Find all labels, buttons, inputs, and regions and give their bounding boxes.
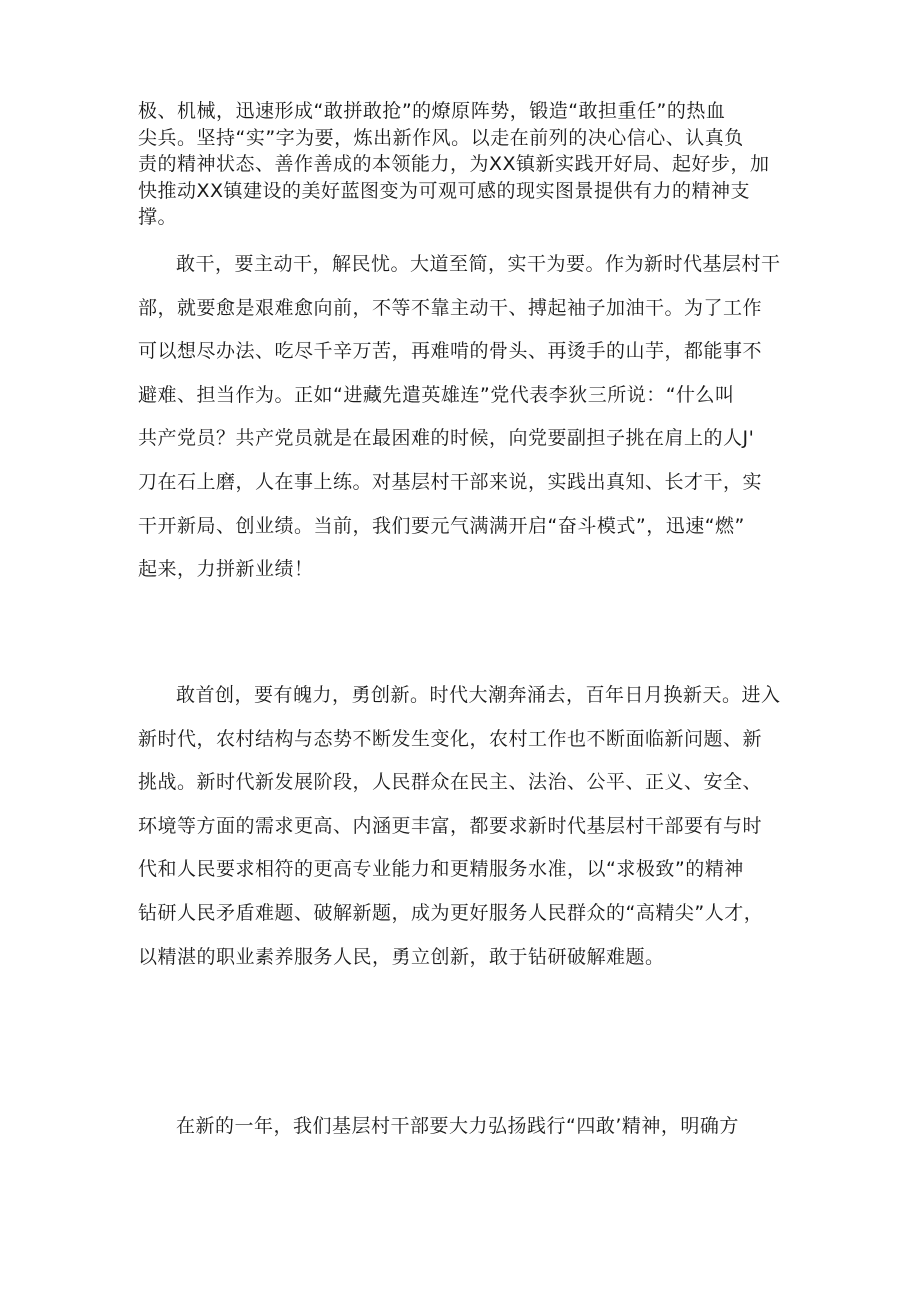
text-line: 干开新局、创业绩。当前，我们要元气满满开启“奋斗模式”，迅速“燃” (138, 514, 745, 537)
text-line: 敢首创，要有魄力，勇创新。时代大潮奔涌去，百年日月换新天。进入 (176, 684, 781, 706)
text-line: 挑战。新时代新发展阶段，人民群众在民主、法治、公平、正义、安全、 (138, 771, 763, 794)
text-line: 环境等方面的需求更高、内涵更丰富，都要求新时代基层村干部要有与时 (138, 814, 763, 837)
paragraph-new-year (138, 1105, 798, 1149)
text-line: 起来，力拼新业绩！ (138, 558, 314, 581)
paragraph-continuation (138, 98, 798, 231)
text-line: 可以想尽办法、吃尽千辛万苦，再难啃的骨头、再烫手的山芋，都能事不 (138, 340, 763, 363)
text-line: 在新的一年，我们基层村干部要大力弘扬践行“四敢’精神，明确方 (176, 1115, 739, 1137)
text-line: 尖兵。坚持“实”字为要，炼出新作风。以走在前列的决心信心、认真负 (138, 126, 744, 149)
text-line: 快推动XX镇建设的美好蓝图变为可观可感的现实图景提供有力的精神支 (138, 179, 751, 202)
text-line: 敢干，要主动干，解民忧。大道至简，实干为要。作为新时代基层村干 (176, 253, 781, 275)
text-line: 钻研人民矛盾难题、破解新题，成为更好服务人民群众的“高精尖”人才， (138, 901, 764, 924)
text-line: 刀在石上磨，人在事上练。对基层村干部来说，实践出真知、长才干，实 (138, 470, 763, 493)
text-line: 撑。 (138, 206, 178, 228)
text-line: 避难、担当作为。正如“进藏先遣英雄连”党代表李狄三所说：“什么叫 (138, 383, 735, 406)
text-line: 极、机械，迅速形成“敢拼敢抢”的燎原阵势，锻造“敢担重任”的热血 (138, 100, 726, 122)
text-line: 新时代，农村结构与态势不断发生变化，农村工作也不断面临新问题、新 (138, 727, 763, 750)
text-line: 共产党员？共产党员就是在最困难的时候，向党要副担子挑在肩上的人J' (138, 427, 755, 450)
text-line: 责的精神状态、善作善成的本领能力，为XX镇新实践开好局、起好步，加 (138, 153, 770, 175)
text-line: 以精湛的职业素养服务人民，勇立创新，敢于钻研破解难题。 (138, 945, 665, 968)
text-line: 部，就要愈是艰难愈向前，不等不靠主动干、搏起袖子加油干。为了工作 (138, 296, 763, 319)
text-line: 代和人民要求相符的更高专业能力和更精服务水准，以“求极致”的精神 (138, 858, 744, 881)
paragraph-dare-to-innovate (138, 674, 798, 979)
paragraph-dare-to-act (138, 243, 798, 592)
